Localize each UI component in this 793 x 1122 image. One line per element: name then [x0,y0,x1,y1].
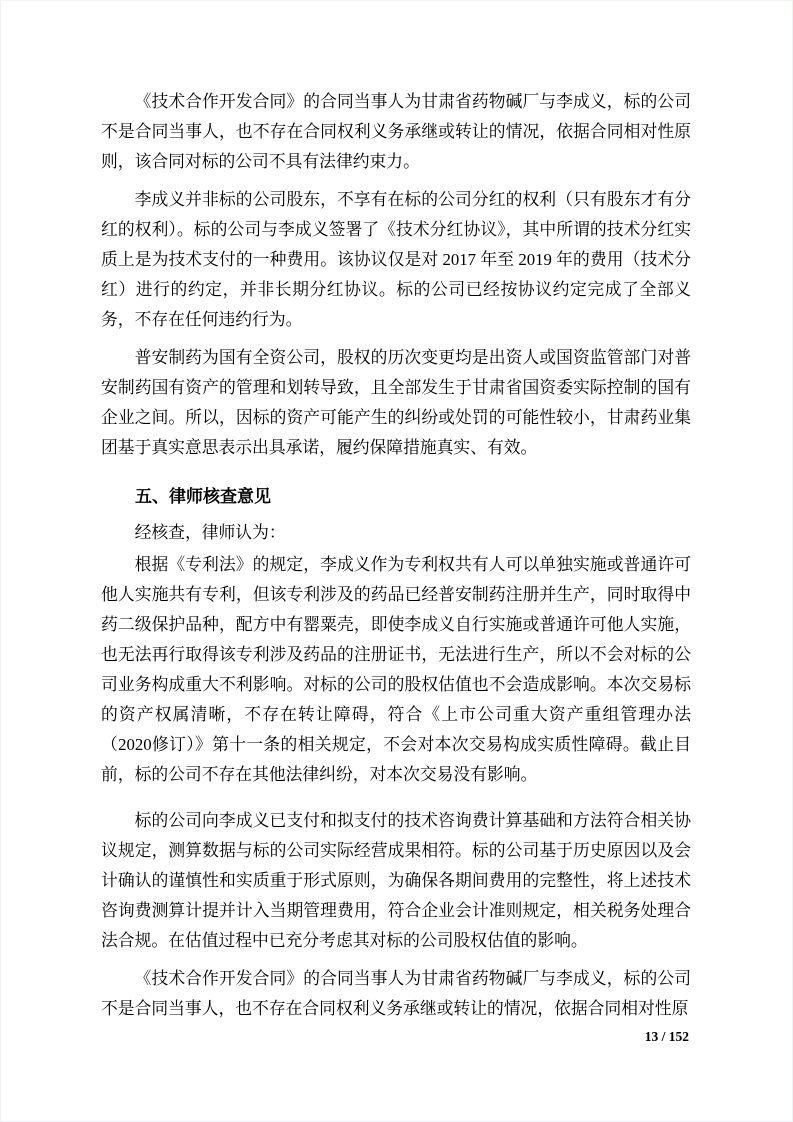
paragraph-patent-opinion: 根据《专利法》的规定，李成义作为专利权共有人可以单独实施或普通许可他人实施共有专利，但该专利涉及的药品已经普安制药注册并生产，同时取得中药二级保护品种，配方中有罂粟壳，即使李成义自行实施或普通许可他人实施，也无法再行取得该专利涉及药品的注册证书，无法进行生产，所以不会对标的公司业务构成重大不利影响。对标的公司的股权估值也不会造成影响。本次交易标的资产权属清晰，不存在转让障碍，符合《上市公司重大资产重组管理办法（2020修订）》第十一条的相关规定，不会对本次交易构成实质性障碍。截止目前，标的公司不存在其他法律纠纷，对本次交易没有影响。 [101,555,691,784]
paragraph-state-owned-company: 普安制药为国有全资公司，股权的历次变更均是出资人或国资监管部门对普安制药国有资产的管理和划转导致，且全部发生于甘肃省国资委实际控制的国有企业之间。所以，因标的资产可能产生的纠纷或处罚的可能性较小，甘肃药业集团基于真实意思表示出具承诺，履约保障措施真实、有效。 [101,348,691,457]
paragraph-consulting-fee-opinion: 标的公司向李成义已支付和拟支付的技术咨询费计算基础和方法符合相关协议规定，测算数据与标的公司实际经营成果相符。标的公司基于历史原因以及会计确认的谨慎性和实质重于形式原则，为确保各期间费用的完整性，将上述技术咨询费测算计提并计入当期管理费用，符合企业会计准则规定，相关税务处理合法合规。在估值过程中已充分考虑其对标的公司股权估值的影响。 [101,811,691,950]
section-heading-lawyer-verification-opinion: 五、律师核查意见 [135,487,271,506]
page-content [101,87,691,1024]
paragraph-contract-relativity-repeat: 《技术合作开发合同》的合同当事人为甘肃省药物碱厂与李成义，标的公司不是合同当事人，也不存在合同权利义务承继或转让的情况，依据合同相对性原 [101,969,691,1018]
page-number: 13 / 152 [644,1029,689,1044]
paragraph-verification-intro: 经核查，律师认为： [134,523,286,542]
paragraph-dividend-agreement: 李成义并非标的公司股东，不享有在标的公司分红的权利（只有股东才有分红的权利）。标的公司与李成义签署了《技术分红协议》，其中所谓的技术分红实质上是为技术支付的一种费用。该协议仅是对 2017 年至 2019 年的费用（技术分红）进行的约定，并非长期分红协议。标的公司已经按协议约定完成了全部义务，不存在任何违约行为。 [101,190,691,329]
paragraph-contract-relativity: 《技术合作开发合同》的合同当事人为甘肃省药物碱厂与李成义，标的公司不是合同当事人，也不存在合同权利义务承继或转让的情况，依据合同相对性原则，该合同对标的公司不具有法律约束力。 [101,92,691,171]
